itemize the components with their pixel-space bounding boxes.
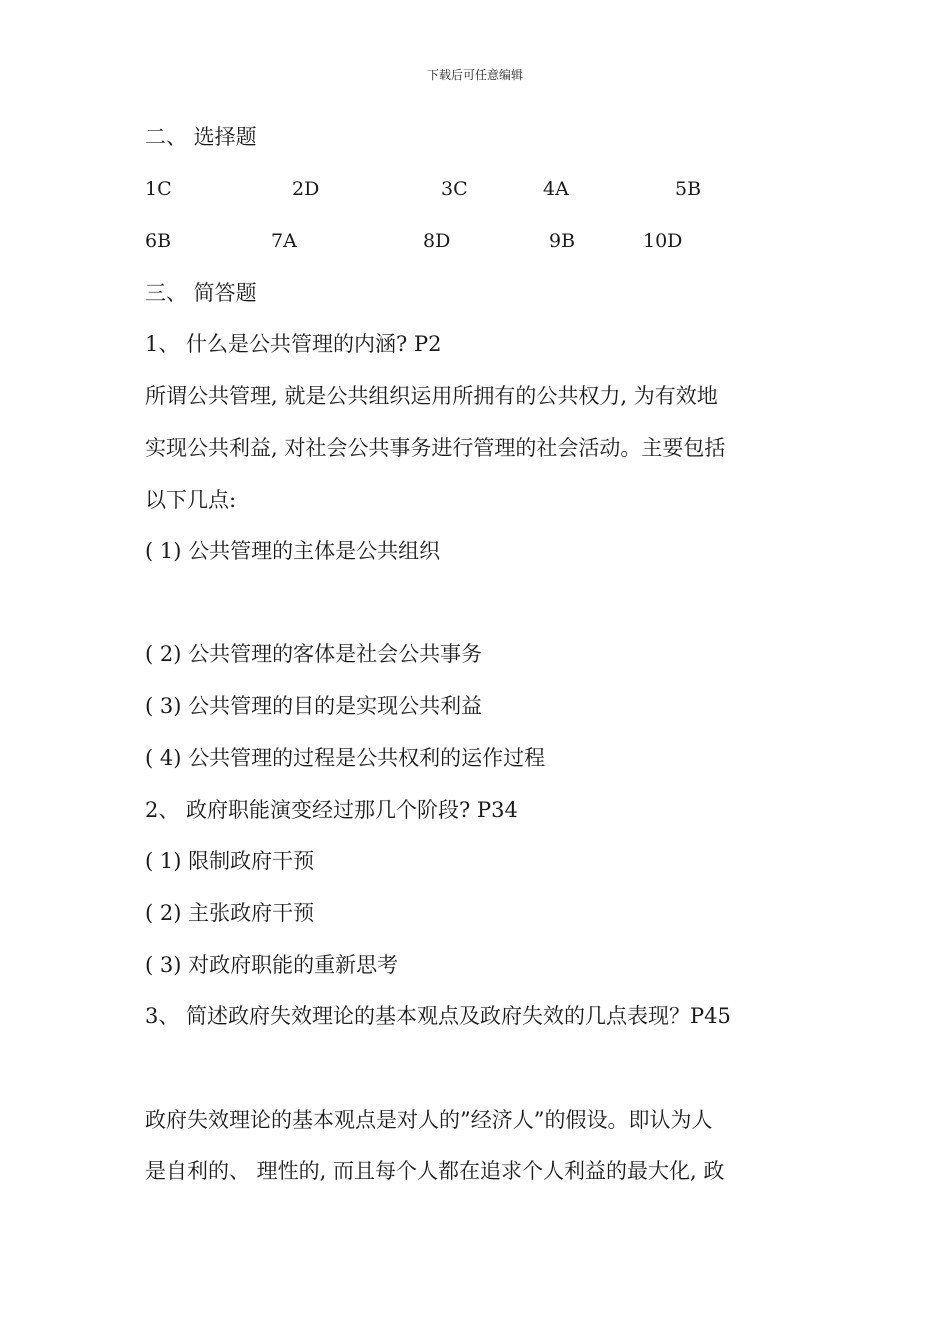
list-item: ( 1) 公共管理的主体是公共组织 bbox=[145, 539, 441, 563]
answer-item: 8D bbox=[423, 230, 451, 252]
section-heading-short-answer: 三、 简答题 bbox=[145, 281, 257, 305]
paragraph-line: 以下几点: bbox=[145, 488, 237, 512]
answer-item: 1C bbox=[145, 178, 172, 200]
answer-item: 6B bbox=[145, 230, 172, 252]
answer-item: 9B bbox=[549, 230, 576, 252]
list-item: ( 2) 公共管理的客体是社会公共事务 bbox=[145, 642, 483, 666]
list-item: ( 1) 限制政府干预 bbox=[145, 849, 315, 873]
list-item: ( 4) 公共管理的过程是公共权利的运作过程 bbox=[145, 746, 546, 770]
section-heading-choice: 二、 选择题 bbox=[145, 125, 257, 149]
paragraph-line: 实现公共利益, 对社会公共事务进行管理的社会活动。主要包括 bbox=[145, 436, 726, 460]
paragraph-line: 所谓公共管理, 就是公共组织运用所拥有的公共权力, 为有效地 bbox=[145, 384, 718, 408]
question-1-title: 1、 什么是公共管理的内涵? P2 bbox=[145, 332, 442, 356]
answer-item: 7A bbox=[271, 230, 297, 252]
question-2-title: 2、 政府职能演变经过那几个阶段? P34 bbox=[145, 798, 518, 822]
list-item: ( 3) 公共管理的目的是实现公共利益 bbox=[145, 694, 483, 718]
paragraph-line: 是自利的、 理性的, 而且每个人都在追求个人利益的最大化, 政 bbox=[145, 1159, 725, 1183]
answer-item: 10D bbox=[643, 230, 683, 252]
list-item: ( 2) 主张政府干预 bbox=[145, 901, 315, 925]
answer-item: 5B bbox=[675, 178, 702, 200]
answer-item: 2D bbox=[292, 178, 320, 200]
paragraph-line: 政府失效理论的基本观点是对人的”经济人”的假设。即认为人 bbox=[145, 1108, 713, 1132]
list-item: ( 3) 对政府职能的重新思考 bbox=[145, 953, 399, 977]
header-note: 下载后可任意编辑 bbox=[426, 68, 523, 82]
question-3-title: 3、 简述政府失效理论的基本观点及政府失效的几点表现？P45 bbox=[145, 1004, 731, 1028]
answer-item: 4A bbox=[543, 178, 569, 200]
answer-item: 3C bbox=[441, 178, 468, 200]
